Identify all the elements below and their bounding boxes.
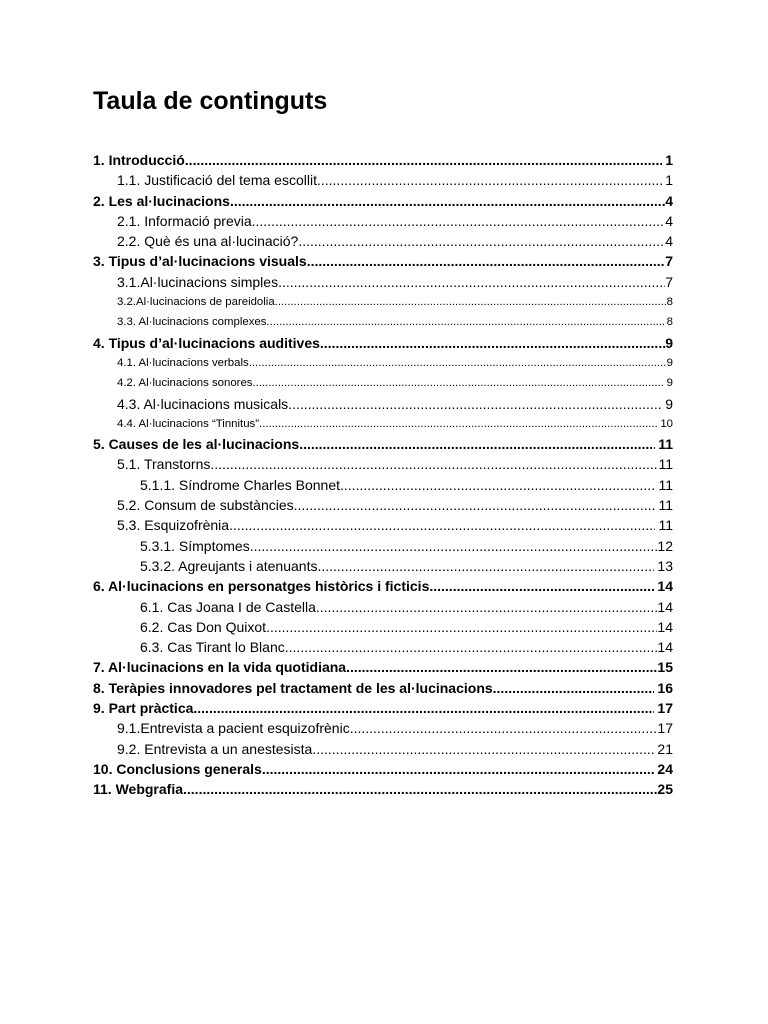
toc-leader-dots [346, 657, 657, 677]
toc-entry-label: 10. Conclusions generals [93, 760, 262, 777]
toc-entry[interactable] [93, 556, 673, 576]
toc-entry-label: 11. Webgrafia [93, 781, 184, 798]
toc-entry[interactable] [93, 251, 673, 271]
toc-leader-dots [230, 191, 665, 211]
toc-entry-page-number: 14 [657, 598, 673, 615]
toc-entry[interactable] [93, 495, 673, 515]
toc-entry-page-number: 1 [665, 172, 673, 189]
toc-entry[interactable] [93, 739, 673, 759]
toc-leader-dots [429, 576, 654, 596]
toc-entry-label: 3.3. Al·lucinacions complexes [117, 316, 267, 329]
toc-entry[interactable] [93, 211, 673, 231]
toc-entry-page-number: 11 [658, 436, 673, 453]
toc-leader-dots [493, 678, 655, 698]
toc-entry-label: 5.2. Consum de substàncies [117, 497, 294, 514]
toc-entry-label: 1.1. Justificació del tema escollit [117, 172, 317, 189]
toc-entry[interactable] [93, 657, 673, 677]
toc-entry-label: 5.3.1. Símptomes [140, 537, 250, 554]
toc-entry-page-number: 11 [658, 456, 673, 473]
toc-leader-dots [298, 231, 665, 251]
toc-entry-page-number: 24 [657, 760, 673, 777]
toc-entry-label: 6.3. Cas Tirant lo Blanc [140, 639, 285, 656]
toc-leader-dots [320, 333, 665, 353]
toc-entry[interactable] [93, 434, 673, 454]
toc-leader-dots [183, 779, 657, 799]
toc-entry-label: 2.1. Informació previa [117, 212, 252, 229]
table-of-contents [93, 150, 673, 800]
toc-entry[interactable] [93, 373, 673, 393]
toc-entry-page-number: 12 [657, 537, 673, 554]
toc-entry[interactable] [93, 779, 673, 799]
toc-entry-page-number: 11 [658, 517, 673, 534]
toc-entry-label: 5. Causes de les al·lucinacions [93, 436, 300, 453]
toc-entry-label: 4.1. Al·lucinacions verbals [117, 356, 249, 369]
toc-entry-page-number: 10 [660, 417, 673, 430]
toc-entry-label: 4.4. Al·lucinacions “Tinnitus” [117, 417, 260, 430]
toc-leader-dots [229, 515, 655, 535]
toc-entry-page-number: 14 [657, 578, 673, 595]
toc-entry[interactable] [93, 333, 673, 353]
toc-entry-label: 8. Teràpies innovadores pel tractament de les al·lucinacions [93, 679, 493, 696]
toc-entry-label: 6. Al·lucinacions en personatges històrics i ficticis [93, 578, 430, 595]
toc-leader-dots [266, 617, 657, 637]
toc-entry[interactable] [93, 637, 673, 657]
toc-leader-dots [185, 150, 662, 170]
toc-entry[interactable] [93, 698, 673, 718]
toc-leader-dots [252, 211, 666, 231]
toc-entry[interactable] [93, 597, 673, 617]
toc-entry-label: 2.2. Què és una al·lucinació? [117, 233, 299, 250]
toc-leader-dots [294, 495, 656, 515]
toc-entry-page-number: 13 [657, 557, 673, 574]
toc-entry[interactable] [93, 353, 673, 373]
toc-entry-label: 6.1. Cas Joana I de Castella [140, 598, 316, 615]
toc-entry[interactable] [93, 718, 673, 738]
toc-entry-label: 5.1. Transtorns [117, 456, 211, 473]
toc-entry[interactable] [93, 292, 673, 312]
toc-leader-dots [250, 536, 658, 556]
toc-entry-page-number: 4 [665, 212, 673, 229]
toc-entry[interactable] [93, 576, 673, 596]
toc-entry-page-number: 11 [658, 497, 673, 514]
toc-entry-page-number: 1 [665, 152, 673, 168]
toc-entry[interactable] [93, 170, 673, 190]
page-title: Taula de continguts [93, 87, 328, 115]
toc-entry-page-number: 9 [665, 395, 673, 412]
toc-entry-label: 9.1.Entrevista a pacient esquizofrènic [117, 720, 350, 737]
toc-entry-page-number: 17 [657, 700, 673, 717]
toc-entry-page-number: 7 [665, 253, 673, 270]
toc-entry[interactable] [93, 536, 673, 556]
toc-leader-dots [317, 556, 654, 576]
toc-entry-page-number: 17 [657, 720, 673, 737]
toc-entry-label: 5.3.2. Agreujants i atenuants [140, 557, 318, 574]
toc-leader-dots [285, 637, 658, 657]
toc-leader-dots [259, 414, 657, 434]
toc-entry[interactable] [93, 475, 673, 495]
toc-entry[interactable] [93, 150, 673, 170]
toc-entry-label: 6.2. Cas Don Quixot [140, 618, 267, 635]
toc-entry[interactable] [93, 454, 673, 474]
toc-leader-dots [262, 759, 655, 779]
toc-entry-label: 3.2.Al·lucinacions de pareidolia [117, 296, 275, 309]
toc-leader-dots [193, 698, 654, 718]
toc-entry[interactable] [93, 759, 673, 779]
toc-entry-label: 4.3. Al·lucinacions musicals [117, 395, 289, 412]
toc-leader-dots [317, 170, 662, 190]
toc-entry-page-number: 7 [665, 273, 673, 290]
toc-leader-dots [253, 373, 664, 393]
toc-entry-page-number: 16 [657, 679, 673, 696]
toc-entry-page-number: 21 [657, 740, 673, 757]
toc-entry-page-number: 9 [666, 356, 673, 369]
toc-entry-label: 5.1.1. Síndrome Charles Bonnet [140, 476, 341, 493]
toc-leader-dots [350, 718, 658, 738]
toc-entry[interactable] [93, 394, 673, 414]
toc-entry[interactable] [93, 515, 673, 535]
toc-entry-label: 4.2. Al·lucinacions sonores [117, 377, 253, 390]
toc-leader-dots [299, 434, 655, 454]
toc-entry-page-number: 4 [665, 192, 673, 209]
toc-entry[interactable] [93, 191, 673, 211]
toc-leader-dots [275, 292, 667, 312]
toc-entry-page-number: 14 [657, 639, 673, 656]
toc-leader-dots [312, 739, 654, 759]
toc-entry-page-number: 4 [665, 233, 673, 250]
toc-entry[interactable] [93, 617, 673, 637]
toc-entry-page-number: 9 [665, 334, 673, 351]
toc-entry-page-number: 15 [657, 659, 673, 676]
toc-leader-dots [210, 454, 658, 474]
toc-entry-label: 4. Tipus d’al·lucinacions auditives [93, 334, 320, 351]
toc-entry-page-number: 8 [666, 296, 673, 309]
toc-leader-dots [316, 597, 658, 617]
toc-entry-label: 9. Part pràctica [93, 700, 194, 717]
toc-leader-dots [340, 475, 655, 495]
toc-entry-page-number: 11 [658, 476, 673, 493]
toc-entry[interactable] [93, 312, 673, 332]
toc-entry[interactable] [93, 272, 673, 292]
toc-entry-label: 2. Les al·lucinacions [93, 192, 230, 209]
toc-entry-page-number: 14 [657, 618, 673, 635]
toc-leader-dots [266, 312, 663, 332]
toc-entry[interactable] [93, 678, 673, 698]
toc-entry-label: 5.3. Esquizofrènia [117, 517, 230, 534]
toc-leader-dots [249, 353, 667, 373]
toc-entry-label: 3. Tipus d’al·lucinacions visuals [93, 253, 307, 270]
toc-entry[interactable] [93, 414, 673, 434]
toc-entry-label: 7. Al·lucinacions en la vida quotidiana [93, 659, 347, 676]
toc-entry-label: 3.1.Al·lucinacions simples [117, 273, 279, 290]
toc-entry-page-number: 8 [666, 316, 673, 329]
toc-entry-page-number: 25 [657, 781, 673, 798]
toc-entry-label: 1. Introducció [93, 152, 185, 168]
toc-leader-dots [307, 251, 666, 271]
toc-leader-dots [278, 272, 665, 292]
toc-entry[interactable] [93, 231, 673, 251]
toc-entry-page-number: 9 [666, 377, 673, 390]
toc-leader-dots [288, 394, 662, 414]
toc-entry-label: 9.2. Entrevista a un anestesista [117, 740, 313, 757]
